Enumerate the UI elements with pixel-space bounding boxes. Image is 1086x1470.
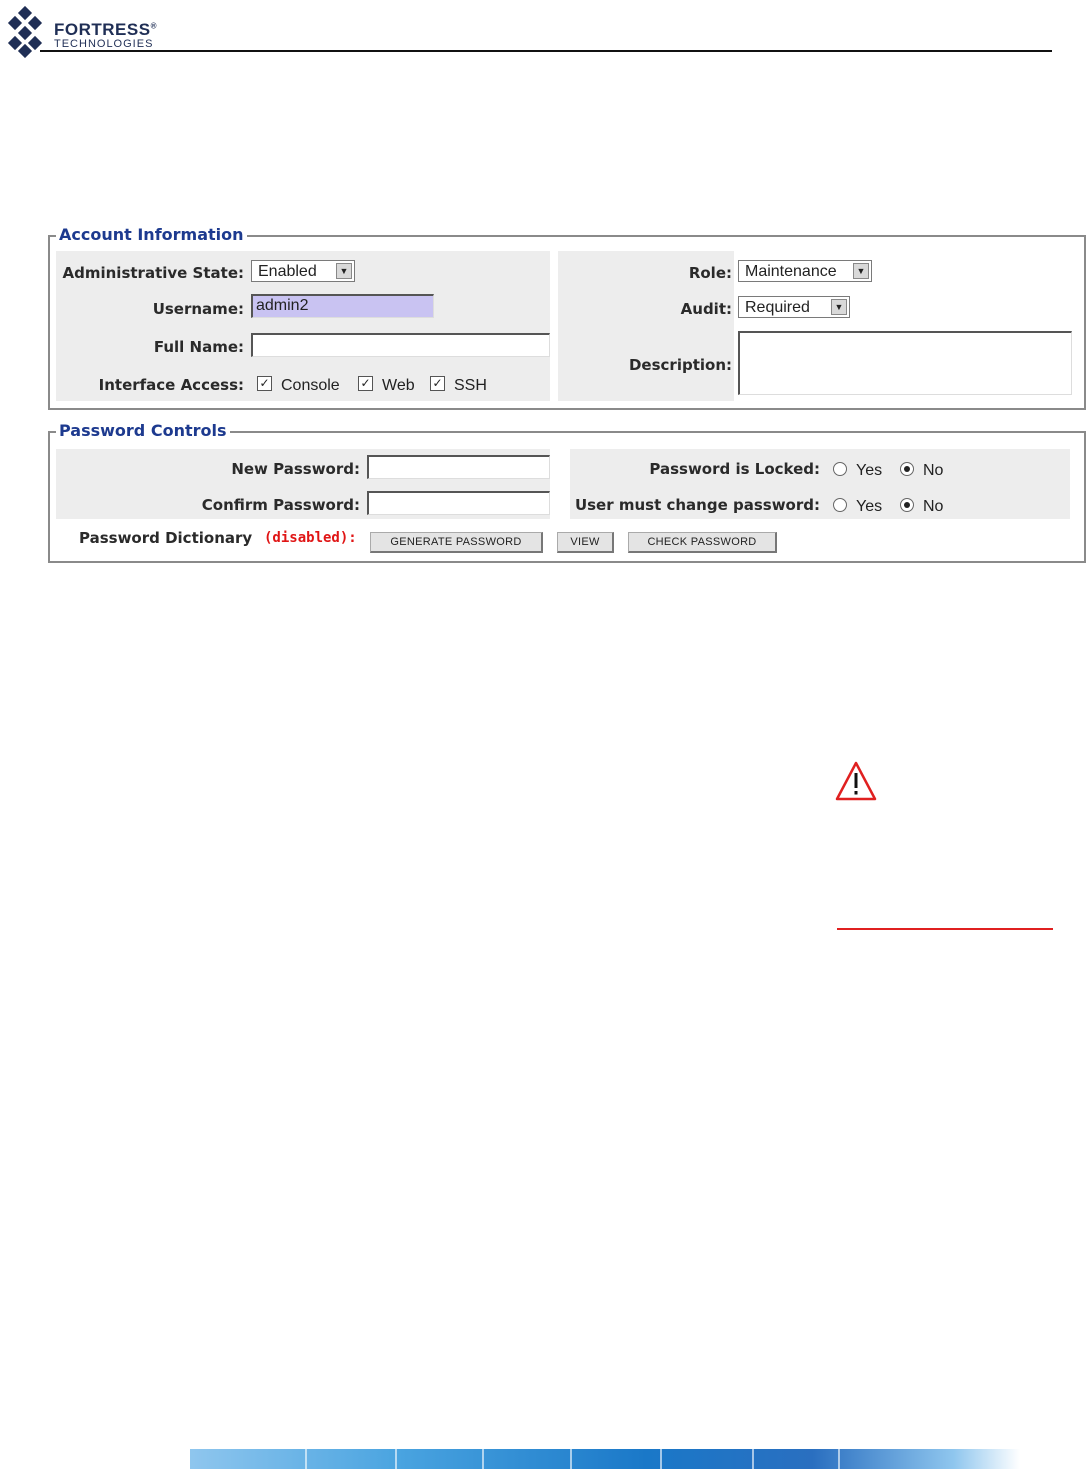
dropdown-arrow-icon: ▼ [831,299,847,315]
warning-divider [837,928,1053,930]
new-password-label: New Password: [231,460,360,478]
footer-bar [190,1449,1020,1469]
brand-subtitle: TECHNOLOGIES [54,38,154,50]
description-textarea[interactable] [738,331,1072,395]
console-checkbox[interactable]: ✓ [257,376,272,391]
account-information-panel [48,225,1086,410]
audit-select[interactable]: Required ▼ [738,296,850,318]
must-change-yes-label: Yes [856,498,883,515]
web-checkbox[interactable]: ✓ [358,376,373,391]
full-name-input[interactable] [251,333,550,357]
full-name-label: Full Name: [153,338,244,356]
password-locked-no-radio[interactable] [900,462,914,476]
password-controls-legend: Password Controls [56,421,230,440]
administrative-state-label: Administrative State: [62,264,244,282]
confirm-password-input[interactable] [367,491,550,515]
view-button[interactable]: VIEW [557,532,614,553]
ssh-checkbox[interactable]: ✓ [430,376,445,391]
description-label: Description: [628,356,732,374]
role-label: Role: [688,264,732,282]
dropdown-arrow-icon: ▼ [853,263,869,279]
confirm-password-label: Confirm Password: [201,496,360,514]
must-change-yes-radio[interactable] [833,498,847,512]
brand-name: FORTRESS® [54,20,157,39]
interface-access-label: Interface Access: [98,376,244,394]
must-change-no-label: No [923,498,944,515]
account-information-legend: Account Information [56,225,247,244]
password-locked-yes-label: Yes [856,462,883,479]
must-change-no-radio[interactable] [900,498,914,512]
warning-icon [835,760,877,802]
role-select[interactable]: Maintenance ▼ [738,260,872,282]
password-controls-panel [48,421,1086,563]
console-label: Console [281,377,340,394]
password-dictionary-label: Password Dictionary [79,529,253,547]
audit-label: Audit: [680,300,732,318]
generate-password-button[interactable]: GENERATE PASSWORD [370,532,543,553]
must-change-password-label: User must change password: [574,496,820,514]
password-locked-label: Password is Locked: [649,460,820,478]
check-password-button[interactable]: CHECK PASSWORD [628,532,777,553]
password-locked-yes-radio[interactable] [833,462,847,476]
dropdown-arrow-icon: ▼ [336,263,352,279]
header-divider [40,50,1052,52]
new-password-input[interactable] [367,455,550,479]
web-label: Web [382,377,415,394]
dictionary-disabled-status: (disabled): [264,530,357,546]
username-label: Username: [152,300,244,318]
password-locked-no-label: No [923,462,944,479]
username-input[interactable]: admin2 [251,294,434,318]
ssh-label: SSH [454,377,487,394]
administrative-state-select[interactable]: Enabled ▼ [251,260,355,282]
